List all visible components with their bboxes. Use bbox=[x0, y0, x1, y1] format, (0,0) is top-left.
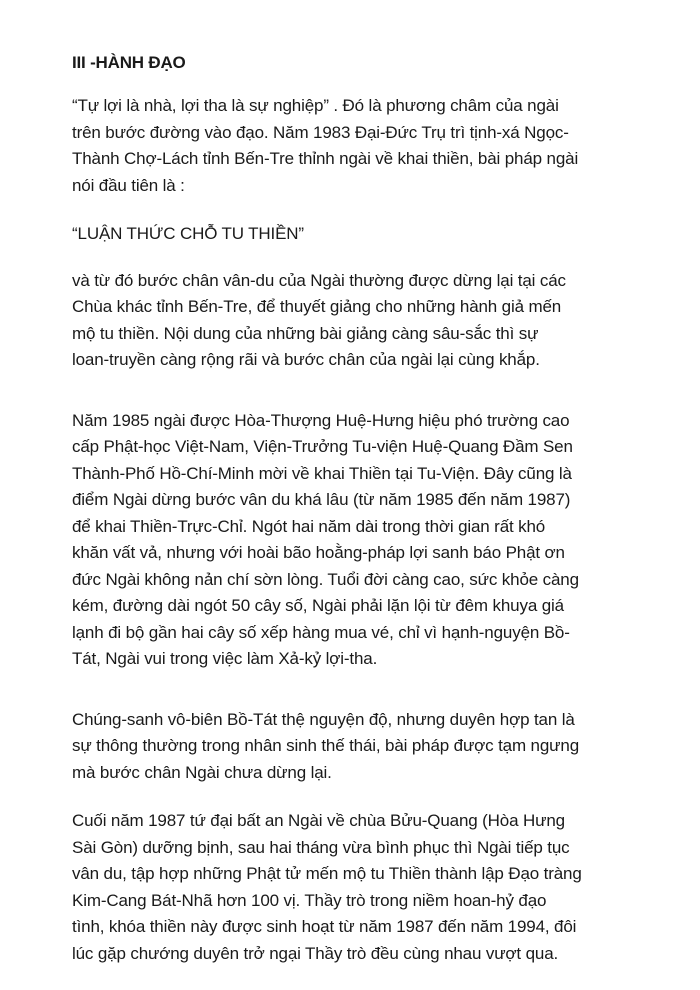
paragraph-title-quote bbox=[72, 221, 672, 248]
text-line: Thành-Phố Hồ-Chí-Minh mời về khai Thiền tại Tu-Viện. Đây cũng là bbox=[72, 463, 572, 483]
text-line: khăn vất vả, nhưng với hoài bão hoằng-pháp lợi sanh báo Phật ơn bbox=[72, 543, 565, 562]
text-line: tình, khóa thiền này được sinh hoạt từ năm 1987 đến năm 1994, đôi bbox=[72, 917, 577, 936]
text-line: để khai Thiền-Trực-Chỉ. Ngót hai năm dài trong thời gian rất khó bbox=[72, 516, 546, 536]
document-page bbox=[72, 50, 672, 967]
text-line: điểm Ngài dừng bước vân du khá lâu (từ năm 1985 đến năm 1987) bbox=[72, 490, 571, 509]
text-line: đức Ngài không nản chí sờn lòng. Tuổi đời càng cao, sức khỏe càng bbox=[72, 569, 579, 589]
text-line: cấp Phật-học Việt-Nam, Viện-Trưởng Tu-viện Huệ-Quang Đầm Sen bbox=[72, 437, 573, 456]
text-line: sự thông thường trong nhân sinh thế thái, bài pháp được tạm ngưng bbox=[72, 736, 580, 755]
text-line: Chúng-sanh vô-biên Bồ-Tát thệ nguyện độ, nhưng duyên hợp tan là bbox=[72, 709, 575, 729]
paragraph-2 bbox=[72, 268, 672, 374]
text-line: Sài Gòn) dưỡng bịnh, sau hai tháng vừa bình phục thì Ngài tiếp tục bbox=[72, 837, 570, 857]
text-line: “Tự lợi là nhà, lợi tha là sự nghiệp” . Đó là phương châm của ngài bbox=[72, 96, 559, 115]
text-line: Thành Chợ-Lách tỉnh Bến-Tre thỉnh ngài về khai thiền, bài pháp ngài bbox=[72, 149, 579, 168]
text-line: nói đầu tiên là : bbox=[72, 175, 185, 195]
text-line: “LUẬN THỨC CHỖ TU THIỀN” bbox=[72, 224, 304, 243]
text-line: mà bước chân Ngài chưa dừng lại. bbox=[72, 762, 332, 782]
text-line: Cuối năm 1987 tứ đại bất an Ngài về chùa Bửu-Quang (Hòa Hưng bbox=[72, 811, 565, 830]
text-line: lúc gặp chướng duyên trở ngại Thầy trò đều cùng nhau vượt qua. bbox=[72, 943, 559, 963]
text-line: Kim-Cang Bát-Nhã hơn 100 vị. Thầy trò trong niềm hoan-hỷ đạo bbox=[72, 890, 547, 910]
paragraph-4 bbox=[72, 707, 672, 787]
section-heading: III -HÀNH ĐẠO bbox=[72, 53, 186, 72]
text-line: Năm 1985 ngài được Hòa-Thượng Huệ-Hưng hiệu phó trường cao bbox=[72, 410, 570, 430]
paragraph-5 bbox=[72, 808, 672, 967]
text-line: vân du, tập hợp những Phật tử mến mộ tu Thiền thành lập Đạo tràng bbox=[72, 864, 582, 883]
text-line: loan-truyền càng rộng rãi và bước chân của ngài lại cùng khắp. bbox=[72, 350, 540, 369]
paragraph-1 bbox=[72, 93, 672, 199]
text-line: Tát, Ngài vui trong việc làm Xả-kỷ lợi-tha. bbox=[72, 649, 378, 668]
text-line: kém, đường dài ngót 50 cây số, Ngài phải lặn lội từ đêm khuya giá bbox=[72, 596, 564, 615]
text-line: và từ đó bước chân vân-du của Ngài thường được dừng lại tại các bbox=[72, 270, 566, 290]
text-line: lạnh đi bộ gần hai cây số xếp hàng mua vé, chỉ vì hạnh-nguyện Bồ- bbox=[72, 622, 570, 642]
paragraph-3 bbox=[72, 408, 672, 673]
text-line: mộ tu thiền. Nội dung của những bài giảng càng sâu-sắc thì sự bbox=[72, 323, 539, 343]
text-line: trên bước đường vào đạo. Năm 1983 Đại-Đức Trụ trì tịnh-xá Ngọc- bbox=[72, 122, 569, 142]
text-line: Chùa khác tỉnh Bến-Tre, để thuyết giảng cho những hành giả mến bbox=[72, 297, 562, 316]
